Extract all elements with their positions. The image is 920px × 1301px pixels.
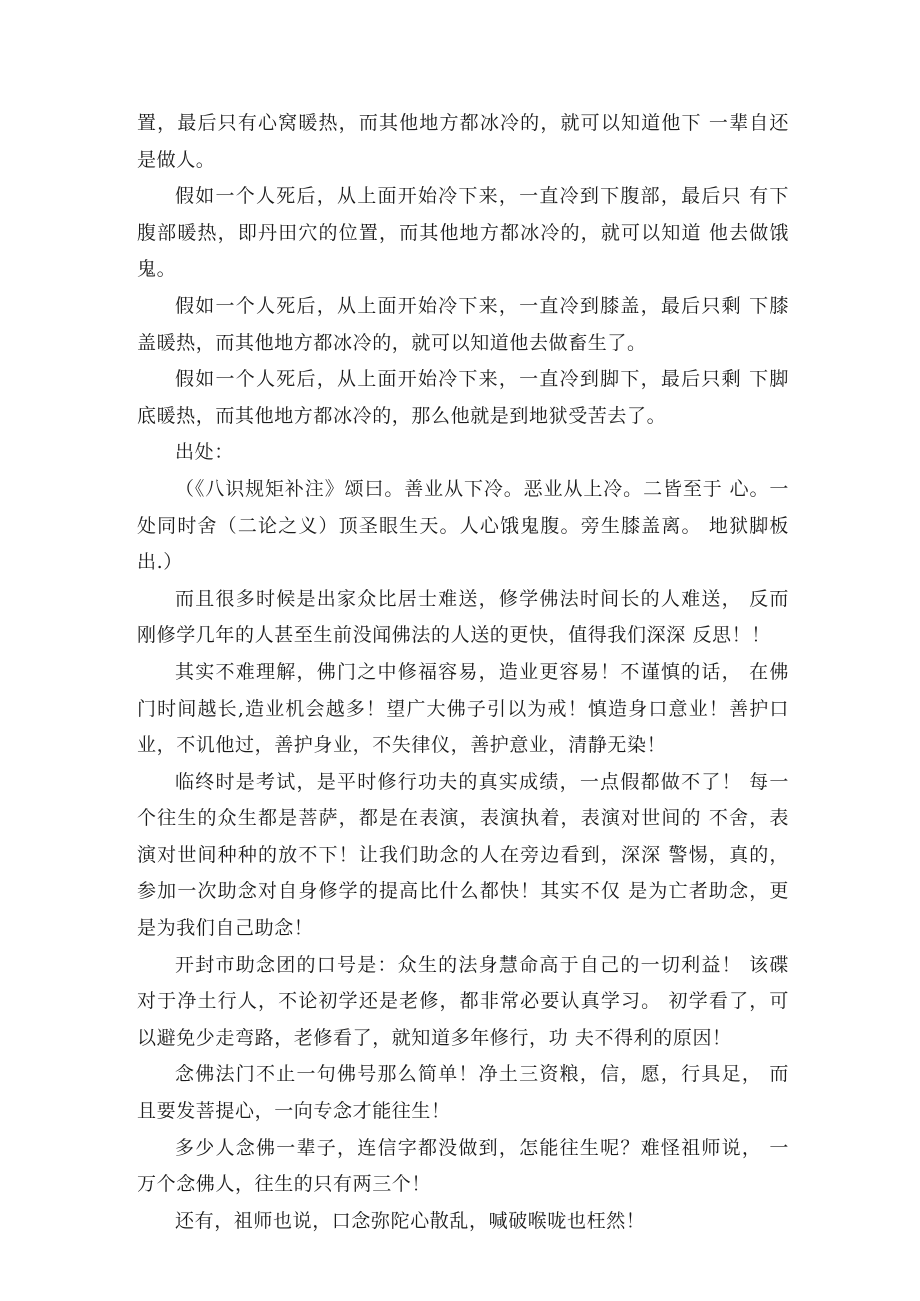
- paragraph-1: 置，最后只有心窝暖热，而其他地方都冰冷的，就可以知道他下 一辈自还是做人。: [137, 112, 789, 171]
- paragraph-13: 还有，祖师也说，口念弥陀心散乱，喊破喉咙也枉然！: [175, 1209, 646, 1232]
- paragraph-7: 而且很多时候是出家众比居士难送，修学佛法时间长的人难送， 反而刚修学几年的人甚至生前没闻佛法的人送的更快，值得我们深深 反思！！: [137, 587, 789, 647]
- paragraph-4: 假如一个人死后，从上面开始冷下来，一直冷到脚下，最后只剩 下脚底暖热，而其他地方都冰冷的，那么他就是到地狱受苦去了。: [137, 368, 789, 427]
- source-heading: 出处：: [175, 441, 234, 464]
- paragraph-10: 开封市助念团的口号是：众生的法身慧命高于自己的一切利益！ 该碟对于净土行人，不论初学还是老修，都非常必要认真学习。 初学看了，可以避免少走弯路，老修看了，就知道多年修行，功 夫不得利的原因！: [137, 953, 789, 1049]
- paragraph-3: 假如一个人死后，从上面开始冷下来，一直冷到膝盖，最后只剩 下膝盖暖热，而其他地方都冰冷的，就可以知道他去做畜生了。: [137, 294, 789, 354]
- paragraph-11: 念佛法门不止一句佛号那么简单！净土三资粮，信，愿，行具足， 而且要发菩提心，一向专念才能往生！: [137, 1063, 789, 1123]
- source-quote: （《八识规矩补注》颂曰。善业从下冷。恶业从上冷。二皆至于 心。一处同时舍（二论之义）顶圣眼生天。人心饿鬼腹。旁生膝盖离。 地狱脚板出.）: [137, 477, 789, 574]
- paragraph-9: 临终时是考试，是平时修行功夫的真实成绩，一点假都做不了！ 每一个往生的众生都是菩萨，都是在表演，表演执着，表演对世间的 不舍，表演对世间种种的放不下！让我们助念的人在旁边看到，深深 警惕，真的，参加一次助念对自身修学的提高比什么都快！其实不仅 是为亡者助念，更是为我们自己助念！: [137, 770, 789, 940]
- paragraph-8: 其实不难理解，佛门之中修福容易，造业更容易！不谨慎的话， 在佛门时间越长,造业机会越多！望广大佛子引以为戒！慎造身口意业！善护口业，不讥他过，善护身业，不失律仪，善护意业，清静无染！: [137, 660, 789, 757]
- paragraph-2: 假如一个人死后，从上面开始冷下来，一直冷到下腹部，最后只 有下腹部暖热，即丹田穴的位置，而其他地方都冰冷的，就可以知道 他去做饿鬼。: [137, 185, 789, 281]
- paragraph-12: 多少人念佛一辈子，连信字都没做到，怎能往生呢？难怪祖师说， 一万个念佛人，往生的只有两三个！: [137, 1136, 789, 1196]
- document-body: [137, 105, 789, 1239]
